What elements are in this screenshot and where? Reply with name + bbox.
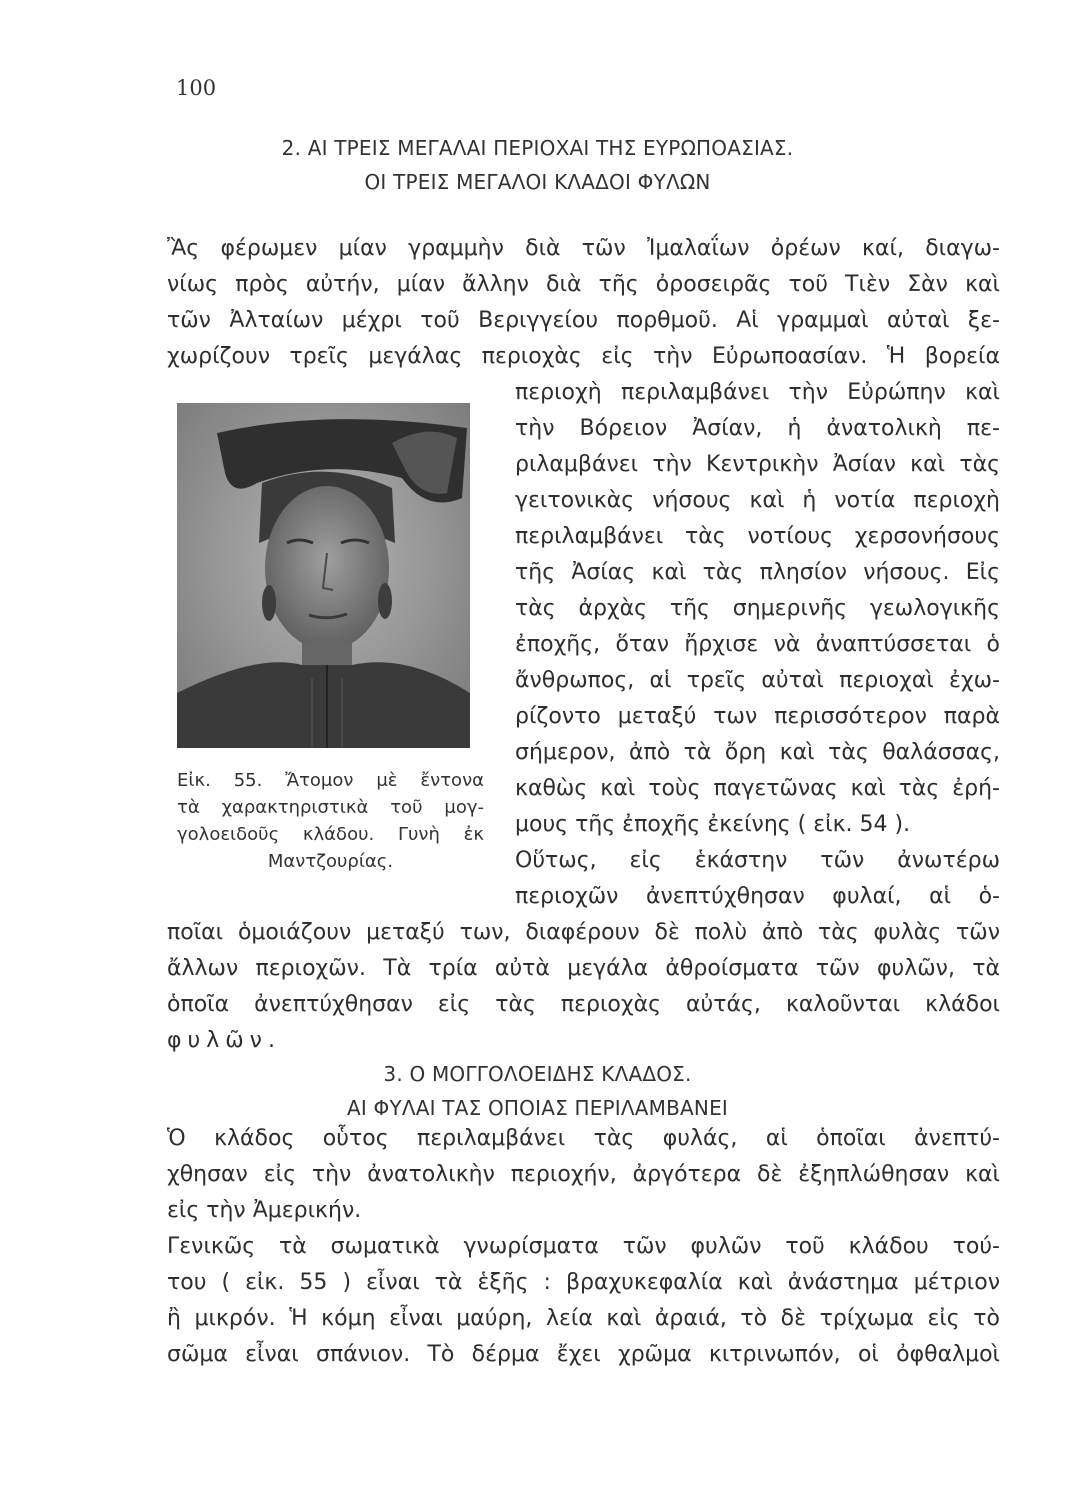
paragraph-line: ἄνθρωπος, αἱ τρεῖς αὐταὶ περιοχαὶ ἐχω-: [515, 668, 1000, 693]
paragraph-line: ἢ μικρόν. Ἡ κόμη εἶναι μαύρη, λεία καὶ ἀραιά, τὸ δὲ τρίχωμα εἰς τὸ: [167, 1306, 1000, 1331]
figure-caption-line: Μαντζουρίας.: [267, 851, 394, 872]
paragraph-line: χθησαν εἰς τὴν ἀνατολικὴν περιοχήν, ἀργότερα δὲ ἐξηπλώθησαν καὶ: [167, 1162, 1000, 1187]
section-2-title-line-2: ΟΙ ΤΡΕΙΣ ΜΕΓΑΛΟΙ ΚΛΑΔΟΙ ΦΥΛΩΝ: [364, 170, 711, 194]
section-2-title-line-1: 2. ΑΙ ΤΡΕΙΣ ΜΕΓΑΛΑΙ ΠΕΡΙΟΧΑΙ ΤΗΣ ΕΥΡΩΠΟΑΣΙΑΣ.: [281, 136, 794, 160]
paragraph-line: ριλαμβάνει τὴν Κεντρικὴν Ἀσίαν καὶ τὰς: [515, 452, 1000, 477]
paragraph-line: φυλῶν.: [167, 1028, 281, 1053]
paragraph-line: σήμερον, ἀπὸ τὰ ὄρη καὶ τὰς θαλάσσας,: [515, 740, 1000, 765]
paragraph-line: Οὕτως, εἰς ἑκάστην τῶν ἀνωτέρω: [515, 848, 1000, 873]
paragraph-line: τῶν Ἀλταίων μέχρι τοῦ Βεριγγείου πορθμοῦ. Αἱ γραμμαὶ αὐταὶ ξε-: [167, 308, 1000, 333]
paragraph-line: σῶμα εἶναι σπάνιον. Τὸ δέρμα ἔχει χρῶμα κιτρινωπόν, οἱ ὀφθαλμοὶ: [167, 1342, 1000, 1367]
paragraph-line: Ἂς φέρωμεν μίαν γραμμὴν διὰ τῶν Ἰμαλαΐων ὀρέων καί, διαγω-: [167, 236, 1000, 261]
section-3-title-line-2: ΑΙ ΦΥΛΑΙ ΤΑΣ ΟΠΟΙΑΣ ΠΕΡΙΛΑΜΒΑΝΕΙ: [346, 1096, 729, 1120]
page-number: 100: [176, 76, 217, 100]
paragraph-line: ὁποῖα ἀνεπτύχθησαν εἰς τὰς περιοχὰς αὐτάς, καλοῦνται κλάδοι: [167, 992, 1000, 1017]
paragraph-line: ρίζοντο μεταξύ των περισσότερον παρὰ: [515, 704, 1000, 729]
paragraph-line: περιλαμβάνει τὰς νοτίους χερσονήσους: [515, 524, 1000, 549]
paragraph-line: ἄλλων περιοχῶν. Τὰ τρία αὐτὰ μεγάλα ἀθροίσματα τῶν φυλῶν, τὰ: [167, 956, 1000, 981]
paragraph-line: Ὁ κλάδος οὗτος περιλαμβάνει τὰς φυλάς, αἱ ὁποῖαι ἀνεπτύ-: [167, 1126, 1000, 1151]
paragraph-line: του ( εἰκ. 55 ) εἶναι τὰ ἑξῆς : βραχυκεφαλία καὶ ἀνάστημα μέτριον: [167, 1270, 1000, 1295]
paragraph-line: τὰς ἀρχὰς τῆς σημερινῆς γεωλογικῆς: [515, 596, 1000, 621]
portrait-photo-image: [177, 403, 470, 748]
paragraph-line: καθὼς καὶ τοὺς παγετῶνας καὶ τὰς ἐρή-: [515, 776, 1000, 801]
paragraph-line: τῆς Ἀσίας καὶ τὰς πλησίον νήσους. Εἰς: [515, 560, 1000, 585]
figure-caption-line: γολοειδοῦς κλάδου. Γυνὴ ἐκ: [177, 824, 484, 845]
paragraph-line: Γενικῶς τὰ σωματικὰ γνωρίσματα τῶν φυλῶν τοῦ κλάδου τού-: [167, 1234, 1000, 1259]
portrait-photo: [177, 403, 470, 748]
paragraph-line: τὴν Βόρειον Ἀσίαν, ἡ ἀνατολικὴ πε-: [515, 416, 1000, 441]
section-3-title-line-1: 3. Ο ΜΟΓΓΟΛΟΕΙΔΗΣ ΚΛΑΔΟΣ.: [383, 1062, 692, 1086]
paragraph-line: μους τῆς ἐποχῆς ἐκείνης ( εἰκ. 54 ).: [515, 812, 911, 837]
paragraph-line: ποῖαι ὁμοιάζουν μεταξύ των, διαφέρουν δὲ πολὺ ἀπὸ τὰς φυλὰς τῶν: [167, 920, 1000, 945]
paragraph-line: γειτονικὰς νήσους καὶ ἡ νοτία περιοχὴ: [515, 488, 1000, 513]
paragraph-line: εἰς τὴν Ἀμερικήν.: [167, 1198, 362, 1223]
paragraph-line: περιοχῶν ἀνεπτύχθησαν φυλαί, αἱ ὁ-: [515, 884, 1000, 909]
paragraph-line: νίως πρὸς αὐτήν, μίαν ἄλλην διὰ τῆς ὀροσειρᾶς τοῦ Τιὲν Σὰν καὶ: [167, 272, 1000, 297]
paragraph-line: χωρίζουν τρεῖς μεγάλας περιοχὰς εἰς τὴν Εὐρωποασίαν. Ἡ βορεία: [167, 344, 1000, 369]
paragraph-line: ἐποχῆς, ὅταν ἤρχισε νὰ ἀναπτύσσεται ὁ: [515, 632, 1000, 657]
figure-caption-line: τὰ χαρακτηριστικὰ τοῦ μογ-: [177, 797, 484, 818]
figure-caption-line: Εἰκ. 55. Ἄτομον μὲ ἔντονα: [177, 770, 484, 791]
paragraph-line: περιοχὴ περιλαμβάνει τὴν Εὐρώπην καὶ: [515, 380, 1000, 405]
